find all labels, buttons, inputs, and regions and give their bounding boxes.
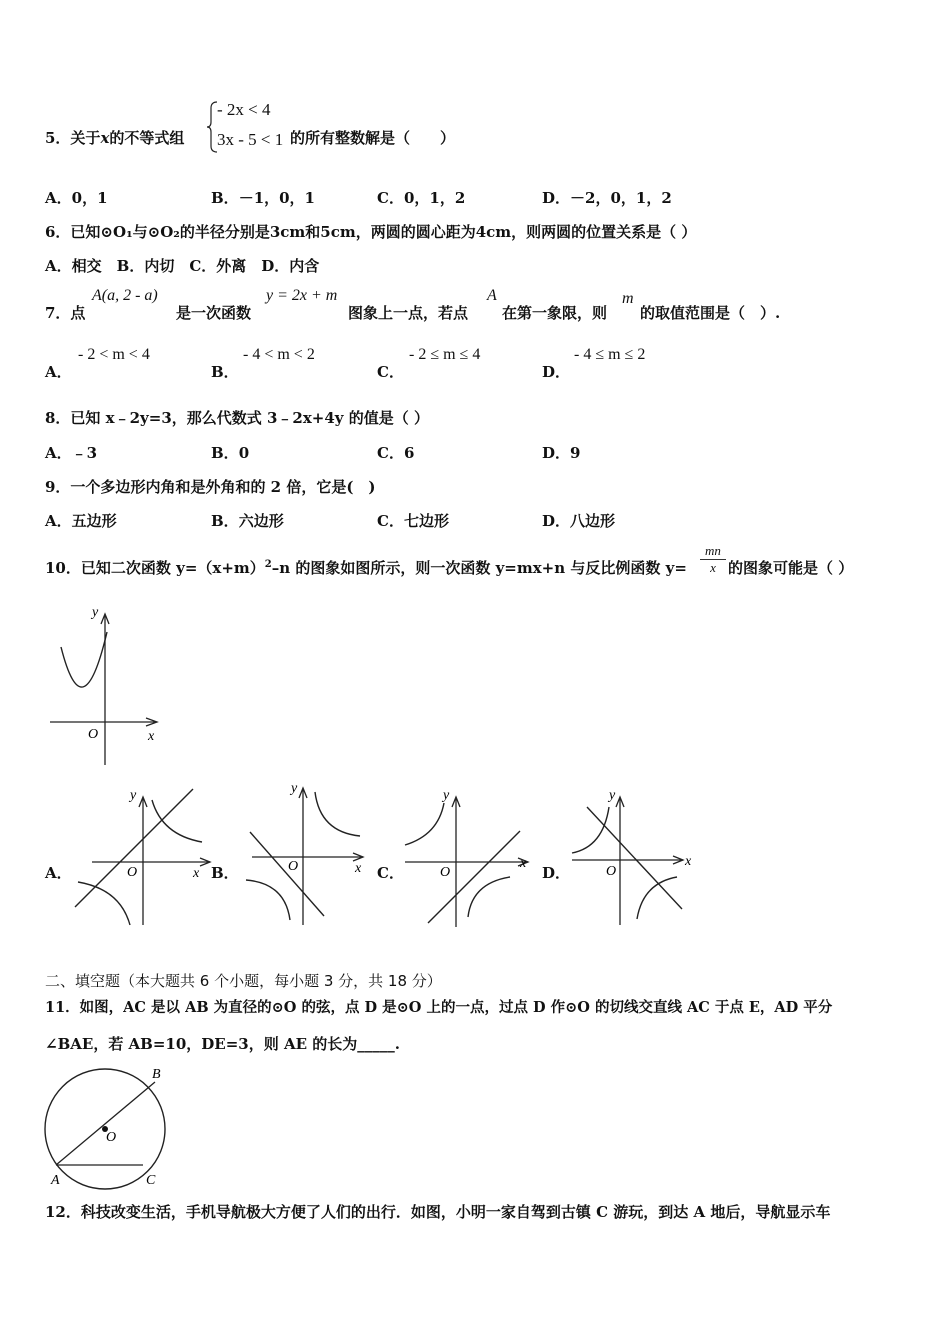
q7-option-c-text[interactable]: - 2 ≤ m ≤ 4 bbox=[409, 346, 481, 363]
q11-label-c: C bbox=[146, 1173, 156, 1188]
q8-stem: 8．已知 x﹣2y=3，那么代数式 3﹣2x+4y 的值是（ ） bbox=[45, 409, 429, 427]
q7-option-c-label[interactable]: C． bbox=[377, 363, 404, 381]
q10-option-b[interactable]: B． bbox=[211, 864, 239, 882]
q9-option-a[interactable]: A．五边形 bbox=[45, 512, 117, 530]
q7-option-a-label[interactable]: A． bbox=[45, 363, 72, 381]
q10-b-origin-label: O bbox=[288, 859, 299, 874]
q10-parabola-graph bbox=[46, 602, 166, 771]
q5-option-a[interactable]: A．0，1 bbox=[45, 189, 108, 207]
q10-c-axis-x-label: x bbox=[520, 856, 527, 871]
q10-b-axis-x-label: x bbox=[355, 861, 362, 876]
q12-stem: 12．科技改变生活，手机导航极大方便了人们的出行．如图，小明一家自驾到古镇 C 游玩，到达 A 地后，导航显示车 bbox=[45, 1203, 831, 1221]
q8-option-d[interactable]: D．9 bbox=[542, 444, 581, 462]
q7-point-a: A bbox=[487, 287, 497, 304]
q5-inequality-2: 3x - 5 < 1 bbox=[217, 130, 284, 149]
q8-option-b[interactable]: B．0 bbox=[211, 444, 250, 462]
q11-circle-figure bbox=[40, 1062, 175, 1194]
q10-axis-x-label: x bbox=[148, 729, 155, 744]
q11-stem-line2: ∠BAE，若 AB=10，DE=3，则 AE 的长为_____. bbox=[45, 1035, 400, 1053]
q11-label-o: O bbox=[106, 1130, 117, 1145]
q6-stem: 6．已知⊙O₁与⊙O₂的半径分别是3cm和5cm，两圆的圆心距为4cm，则两圆的位置关系是（ ） bbox=[45, 223, 697, 241]
q8-option-a[interactable]: A．﹣3 bbox=[45, 444, 98, 462]
q7-option-b-text[interactable]: - 4 < m < 2 bbox=[243, 346, 315, 363]
q11-label-b: B bbox=[152, 1067, 161, 1082]
q8-option-c[interactable]: C．6 bbox=[377, 444, 415, 462]
q5-option-d[interactable]: D．－2，0，1，2 bbox=[542, 189, 672, 207]
q11-stem-line1: 11．如图，AC 是以 AB 为直径的⊙O 的弦，点 D 是⊙O 上的一点，过点 D 作⊙O 的切线交直线 AC 于点 E，AD 平分 bbox=[45, 999, 833, 1016]
q5-inequality-1: - 2x < 4 bbox=[217, 100, 271, 119]
q10-stem: 10．已知二次函数 $y=(x+m)^2-n$ 的图象如图所示，则一次函数 y=mx+n 与反比例函数 y= bbox=[45, 559, 687, 577]
q7-mid2: 图象上一点，若点 bbox=[348, 304, 469, 322]
q5-option-b[interactable]: B．－1，0，1 bbox=[211, 189, 315, 207]
q10-origin-label: O bbox=[88, 727, 99, 742]
q7-mid1: 是一次函数 bbox=[176, 304, 252, 322]
q10-c-axis-y-label: y bbox=[443, 788, 450, 803]
q5-stem: 5．关于x的不等式组 bbox=[45, 129, 185, 147]
q5-suffix: 的所有整数解是（ ） bbox=[290, 129, 456, 147]
q10-d-axis-x-label: x bbox=[685, 854, 692, 869]
q6-options[interactable]: A．相交 B．内切 C．外离 D．内含 bbox=[45, 257, 320, 275]
q11-label-a: A bbox=[51, 1173, 60, 1188]
q7-option-a-text[interactable]: - 2 < m < 4 bbox=[78, 346, 150, 363]
q10-a-origin-label: O bbox=[127, 865, 138, 880]
q10-axis-y-label: y bbox=[92, 605, 99, 620]
q10-graph-b[interactable] bbox=[238, 780, 373, 934]
q10-fraction: mn x bbox=[700, 543, 726, 576]
q10-option-a[interactable]: A． bbox=[45, 864, 72, 882]
q5-option-c[interactable]: C．0，1，2 bbox=[377, 189, 466, 207]
q10-option-d[interactable]: D． bbox=[542, 864, 571, 882]
q10-suffix: 的图象可能是（ ） bbox=[728, 559, 854, 577]
q10-graph-d[interactable] bbox=[565, 785, 700, 934]
q10-c-origin-label: O bbox=[440, 865, 451, 880]
q7-param: m bbox=[622, 290, 634, 307]
q7-option-b-label[interactable]: B． bbox=[211, 363, 239, 381]
q9-option-b[interactable]: B．六边形 bbox=[211, 512, 284, 530]
q10-a-axis-y-label: y bbox=[130, 788, 137, 803]
q9-option-c[interactable]: C．七边形 bbox=[377, 512, 449, 530]
q9-option-d[interactable]: D．八边形 bbox=[542, 512, 616, 530]
q7-option-d-text[interactable]: - 4 ≤ m ≤ 2 bbox=[574, 346, 646, 363]
q10-d-origin-label: O bbox=[606, 864, 617, 879]
q7-function: y = 2x + m bbox=[266, 287, 338, 304]
q10-b-axis-y-label: y bbox=[291, 781, 298, 796]
q10-graph-a[interactable] bbox=[70, 785, 215, 934]
q10-a-axis-x-label: x bbox=[193, 866, 200, 881]
q7-option-d-label[interactable]: D． bbox=[542, 363, 571, 381]
section-2-title: 二、填空题（本大题共 6 个小题，每小题 3 分，共 18 分） bbox=[45, 972, 442, 990]
q7-mid3: 在第一象限，则 bbox=[502, 304, 608, 322]
q10-d-axis-y-label: y bbox=[609, 788, 616, 803]
q9-stem: 9．一个多边形内角和是外角和的 2 倍，它是( ) bbox=[45, 478, 376, 496]
q7-point: A(a, 2 - a) bbox=[92, 287, 158, 304]
q7-prefix: 7．点 bbox=[45, 304, 86, 322]
q7-suffix: 的取值范围是（ ）. bbox=[640, 304, 781, 322]
q10-graph-c[interactable] bbox=[400, 785, 540, 934]
q10-option-c[interactable]: C． bbox=[377, 864, 404, 882]
